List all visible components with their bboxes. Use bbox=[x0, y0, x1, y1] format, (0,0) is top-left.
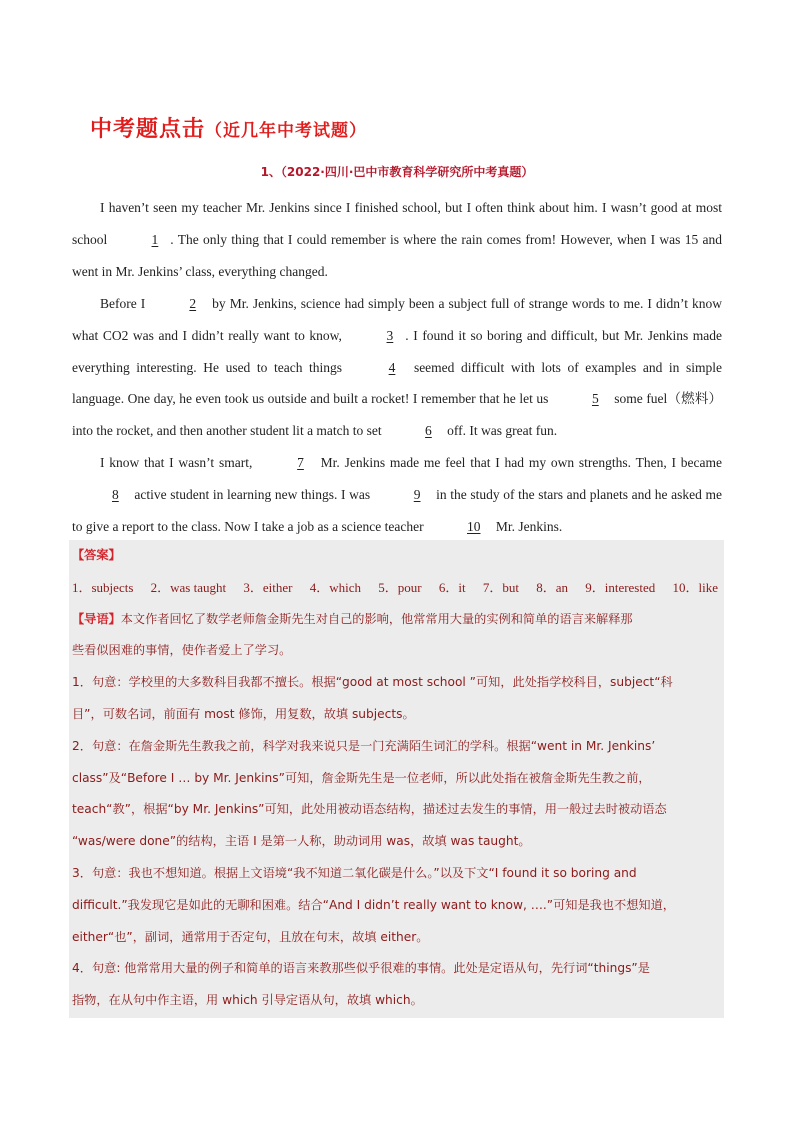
explanation-3-line-1: 3．句意：我也不想知道。根据上文语境“我不知道二氧化碳是什么。”以及下文“I found it so boring and bbox=[72, 865, 637, 880]
explanation-2-line-2: class”及“Before I … by Mr. Jenkins”可知，詹金斯先生是一位老师，所以此处指在被詹金斯先生教之前， bbox=[72, 770, 651, 785]
explanation-3-line-2: difficult.”我发现它是如此的无聊和困难。结合“And I didn’t really want to know, ….”可知是我也不想知道， bbox=[72, 897, 675, 912]
answer-item: 1．subjects bbox=[72, 579, 134, 595]
answer-item: 3．either bbox=[243, 579, 293, 595]
cloze-passage bbox=[72, 192, 722, 543]
blank-8: 8 bbox=[112, 487, 119, 503]
explanation-4-line-2: 指物，在从句中作主语，用 which 引导定语从句，故填 which。 bbox=[72, 993, 423, 1008]
blank-3: 3 bbox=[386, 327, 394, 343]
blank-2: 2 bbox=[189, 295, 197, 311]
blank-6: 6 bbox=[425, 423, 432, 439]
answer-item: 2．was taught bbox=[150, 579, 227, 595]
guide-line-2: 些看似困难的事情，使作者爱上了学习。 bbox=[72, 643, 292, 658]
passage-paragraph-3: I know that I wasn’t smart, 7 Mr. Jenkins made me feel that I had my own strengths. Then, I became 8 active student in learning new things. I was 9 in the study of the stars and planets and he asked me to give a report to the class. Now I take a job as a science teacher 10 Mr. Jenkins. bbox=[72, 447, 722, 543]
passage-paragraph-2: Before I 2 by Mr. Jenkins, science had simply been a subject full of strange words to me. I didn’t know what CO2 was and I didn’t really want to know, 3 . I found it so boring and difficult, but Mr. Jenkins made everything interesting. He used to teach things 4 seemed difficult with lots of examples and in simple language. One day, he even took us outside and built a rocket! I remember that he let us 5 some fuel（燃料）into the rocket, and then another student lit a match to set 6 off. It was great fun. bbox=[72, 288, 722, 448]
explanation-2-line-3: teach“教”，根据“by Mr. Jenkins”可知，此处用被动语态结构，描述过去发生的事情，用一般过去时被动语态 bbox=[72, 802, 667, 817]
question-title: 1、（2022·四川·巴中市教育科学研究所中考真题） bbox=[260, 165, 534, 179]
guide-line-1: 【导语】本文作者回忆了数学老师詹金斯先生对自己的影响，他常常用大量的实例和简单的语言来解释那 bbox=[72, 611, 633, 626]
answer-tag: 【答案】 bbox=[72, 548, 121, 562]
blank-9: 9 bbox=[413, 487, 421, 503]
blank-7: 7 bbox=[297, 455, 304, 471]
passage-paragraph-1: I haven’t seen my teacher Mr. Jenkins since I finished school, but I often think about him. I wasn’t good at most school 1 . The only thing that I could remember is where the rain comes from! However, when I was 15 and went in Mr. Jenkins’ class, everything changed. bbox=[72, 200, 722, 279]
blank-1: 1 bbox=[151, 231, 159, 247]
answer-item: 8．an bbox=[536, 579, 568, 595]
section-heading-sub: （近几年中考试题） bbox=[205, 121, 368, 141]
blank-10: 10 bbox=[466, 519, 481, 535]
blank-5: 5 bbox=[591, 391, 599, 407]
explanation-1-line-2: 目”，可数名词，前面有 most 修饰，用复数，故填 subjects。 bbox=[72, 706, 415, 721]
explanation-3-line-3: either“也”，副词，通常用于否定句，且放在句末，故填 either。 bbox=[72, 929, 429, 944]
explanation-4-line-1: 4．句意: 他常常用大量的例子和简单的语言来教那些似乎很难的事情。此处是定语从句，先行词“things”是 bbox=[72, 961, 650, 976]
explanation-1-line-1: 1．句意：学校里的大多数科目我都不擅长。根据“good at most school ”可知，此处指学校科目，subject“科 bbox=[72, 675, 673, 690]
explanation-2-line-4: “was/were done”的结构，主语 I 是第一人称，助动词用 was，故填 was taught。 bbox=[72, 834, 531, 849]
answer-item: 6．it bbox=[438, 579, 466, 595]
blank-4: 4 bbox=[388, 359, 396, 375]
answer-section bbox=[69, 540, 724, 1018]
answer-item: 4．which bbox=[309, 579, 361, 595]
answer-item: 9．interested bbox=[585, 579, 656, 595]
guide-tag: 【导语】 bbox=[72, 611, 121, 626]
section-heading bbox=[90, 112, 367, 143]
answer-list bbox=[72, 572, 721, 604]
answer-item: 10．like bbox=[672, 579, 719, 595]
section-heading-main: 中考题点击 bbox=[90, 117, 206, 142]
explanation-2-line-1: 2．句意：在詹金斯先生教我之前，科学对我来说只是一门充满陌生词汇的学科。根据“went in Mr. Jenkins’ bbox=[72, 738, 656, 753]
answer-item: 7．but bbox=[482, 579, 519, 595]
answer-item: 5．pour bbox=[378, 579, 422, 595]
